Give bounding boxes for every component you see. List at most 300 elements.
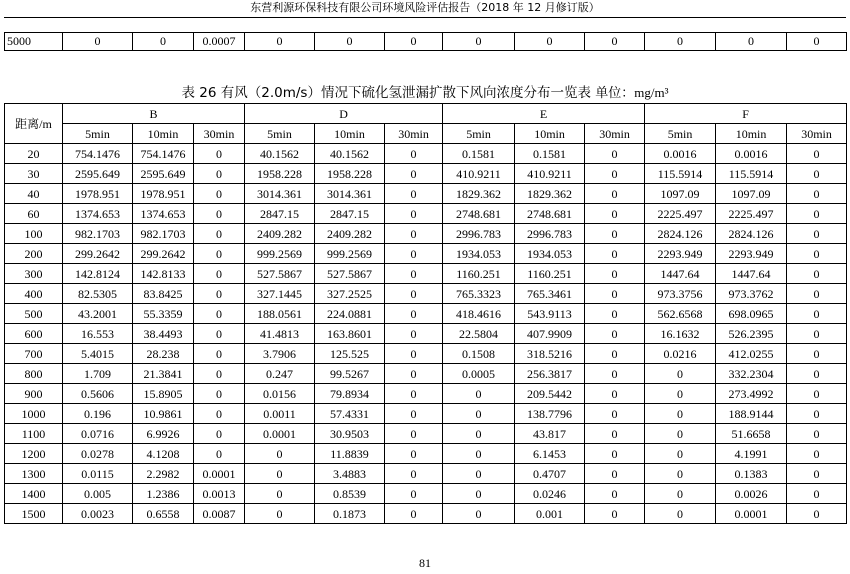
concentration-cell: 299.2642 — [133, 244, 194, 264]
concentration-cell: 0 — [585, 244, 645, 264]
concentration-cell: 0 — [645, 504, 716, 524]
concentration-cell: 0 — [194, 264, 245, 284]
concentration-cell: 526.2395 — [716, 324, 787, 344]
concentration-cell: 0 — [194, 364, 245, 384]
concentration-cell: 0 — [787, 384, 847, 404]
concentration-cell: 0.1873 — [315, 504, 385, 524]
concentration-cell: 0 — [245, 464, 315, 484]
distance-cell: 600 — [5, 324, 63, 344]
concentration-cell: 1829.362 — [515, 184, 585, 204]
concentration-cell: 0.1508 — [443, 344, 515, 364]
concentration-cell: 0 — [645, 464, 716, 484]
concentration-cell: 0 — [787, 304, 847, 324]
concentration-cell: 0.0716 — [63, 424, 133, 444]
concentration-cell: 209.5442 — [515, 384, 585, 404]
concentration-cell: 0.0115 — [63, 464, 133, 484]
concentration-cell: 0 — [585, 204, 645, 224]
concentration-cell: 0 — [385, 204, 443, 224]
concentration-cell: 273.4992 — [716, 384, 787, 404]
table-row — [5, 344, 847, 364]
concentration-cell: 115.5914 — [716, 164, 787, 184]
table-row — [5, 484, 847, 504]
concentration-cell: 2225.497 — [645, 204, 716, 224]
concentration-cell: 0 — [385, 364, 443, 384]
concentration-cell: 188.9144 — [716, 404, 787, 424]
concentration-cell: 754.1476 — [63, 144, 133, 164]
concentration-cell: 0 — [194, 144, 245, 164]
concentration-cell: 1934.053 — [515, 244, 585, 264]
concentration-cell: 1447.64 — [716, 264, 787, 284]
concentration-cell: 0 — [585, 384, 645, 404]
concentration-cell: 0 — [787, 284, 847, 304]
concentration-cell: 2847.15 — [245, 204, 315, 224]
concentration-cell: 0.0016 — [645, 144, 716, 164]
concentration-cell: 410.9211 — [443, 164, 515, 184]
distance-cell: 900 — [5, 384, 63, 404]
table-cell: 0 — [443, 33, 515, 51]
concentration-cell: 765.3323 — [443, 284, 515, 304]
concentration-cell: 0 — [585, 324, 645, 344]
concentration-cell: 0 — [385, 224, 443, 244]
concentration-cell: 0 — [645, 364, 716, 384]
time-header: 5min — [245, 124, 315, 144]
concentration-cell: 0 — [385, 184, 443, 204]
concentration-cell: 57.4331 — [315, 404, 385, 424]
concentration-cell: 527.5867 — [245, 264, 315, 284]
table-row — [5, 244, 847, 264]
stability-class-header: F — [645, 104, 847, 124]
distance-cell: 20 — [5, 144, 63, 164]
concentration-cell: 15.8905 — [133, 384, 194, 404]
concentration-cell: 2824.126 — [645, 224, 716, 244]
concentration-cell: 2847.15 — [315, 204, 385, 224]
distance-cell: 1000 — [5, 404, 63, 424]
concentration-cell: 83.8425 — [133, 284, 194, 304]
concentration-cell: 0 — [585, 364, 645, 384]
concentration-cell: 0 — [194, 184, 245, 204]
concentration-cell: 332.2304 — [716, 364, 787, 384]
concentration-cell: 3014.361 — [315, 184, 385, 204]
concentration-cell: 0 — [385, 424, 443, 444]
concentration-cell: 43.817 — [515, 424, 585, 444]
concentration-cell: 318.5216 — [515, 344, 585, 364]
table-caption — [0, 84, 850, 102]
distance-cell: 1400 — [5, 484, 63, 504]
concentration-cell: 0 — [443, 464, 515, 484]
concentration-cell: 0 — [194, 384, 245, 404]
concentration-cell: 1829.362 — [443, 184, 515, 204]
distance-cell: 800 — [5, 364, 63, 384]
concentration-cell: 0 — [787, 504, 847, 524]
concentration-cell: 0.001 — [515, 504, 585, 524]
concentration-cell: 0.0016 — [716, 144, 787, 164]
concentration-cell: 0 — [787, 204, 847, 224]
concentration-cell: 0.196 — [63, 404, 133, 424]
table-row — [5, 304, 847, 324]
concentration-cell: 1978.951 — [63, 184, 133, 204]
concentration-cell: 2293.949 — [645, 244, 716, 264]
table-row — [5, 264, 847, 284]
concentration-cell: 16.1632 — [645, 324, 716, 344]
concentration-cell: 0 — [787, 144, 847, 164]
concentration-cell: 1.2386 — [133, 484, 194, 504]
concentration-cell: 2748.681 — [443, 204, 515, 224]
concentration-cell: 55.3359 — [133, 304, 194, 324]
concentration-cell: 0 — [385, 464, 443, 484]
concentration-cell: 11.8839 — [315, 444, 385, 464]
table-cell: 0 — [63, 33, 133, 51]
concentration-cell: 16.553 — [63, 324, 133, 344]
table-cell: 0 — [787, 33, 847, 51]
caption-title: 表 26 有风（2.0m/s）情况下硫化氢泄漏扩散下风向浓度分布一览表 — [181, 85, 591, 101]
concentration-cell: 0 — [787, 404, 847, 424]
concentration-cell: 0 — [385, 144, 443, 164]
concentration-cell: 0.5606 — [63, 384, 133, 404]
concentration-cell: 0 — [194, 224, 245, 244]
concentration-cell: 1447.64 — [645, 264, 716, 284]
distance-cell: 1300 — [5, 464, 63, 484]
concentration-cell: 0 — [385, 344, 443, 364]
concentration-cell: 0.1581 — [443, 144, 515, 164]
concentration-cell: 30.9503 — [315, 424, 385, 444]
table-row — [5, 364, 847, 384]
table-row — [5, 144, 847, 164]
concentration-cell: 0 — [194, 444, 245, 464]
concentration-cell: 0 — [443, 484, 515, 504]
distance-cell: 200 — [5, 244, 63, 264]
concentration-cell: 0 — [645, 424, 716, 444]
distance-cell: 60 — [5, 204, 63, 224]
table-cell: 0 — [645, 33, 716, 51]
concentration-cell: 40.1562 — [245, 144, 315, 164]
concentration-cell: 1097.09 — [645, 184, 716, 204]
concentration-cell: 0 — [245, 484, 315, 504]
concentration-cell: 299.2642 — [63, 244, 133, 264]
concentration-cell: 418.4616 — [443, 304, 515, 324]
table-cell: 0 — [385, 33, 443, 51]
concentration-cell: 28.238 — [133, 344, 194, 364]
table-row — [5, 164, 847, 184]
concentration-cell: 0 — [443, 424, 515, 444]
concentration-cell: 0 — [585, 144, 645, 164]
concentration-cell: 40.1562 — [315, 144, 385, 164]
concentration-cell: 0 — [585, 424, 645, 444]
concentration-cell: 407.9909 — [515, 324, 585, 344]
concentration-cell: 412.0255 — [716, 344, 787, 364]
concentration-cell: 99.5267 — [315, 364, 385, 384]
concentration-cell: 0 — [443, 444, 515, 464]
concentration-cell: 0 — [385, 384, 443, 404]
concentration-cell: 0 — [385, 304, 443, 324]
concentration-cell: 0 — [385, 444, 443, 464]
concentration-cell: 0 — [385, 284, 443, 304]
concentration-cell: 0 — [194, 304, 245, 324]
concentration-cell: 0.0087 — [194, 504, 245, 524]
previous-table-last-row — [4, 32, 847, 51]
concentration-cell: 0 — [645, 404, 716, 424]
concentration-cell: 543.9113 — [515, 304, 585, 324]
concentration-cell: 224.0881 — [315, 304, 385, 324]
concentration-cell: 0 — [385, 404, 443, 424]
concentration-cell: 0 — [585, 184, 645, 204]
distance-cell: 1200 — [5, 444, 63, 464]
concentration-cell: 765.3461 — [515, 284, 585, 304]
table-cell: 0 — [515, 33, 585, 51]
distance-cell: 400 — [5, 284, 63, 304]
table-row — [5, 424, 847, 444]
concentration-cell: 0 — [787, 244, 847, 264]
concentration-cell: 0 — [585, 444, 645, 464]
time-header: 5min — [63, 124, 133, 144]
concentration-cell: 79.8934 — [315, 384, 385, 404]
time-header: 5min — [645, 124, 716, 144]
concentration-cell: 0 — [787, 184, 847, 204]
concentration-cell: 0.1581 — [515, 144, 585, 164]
table-row — [5, 504, 847, 524]
concentration-cell: 0.0001 — [194, 464, 245, 484]
concentration-cell: 982.1703 — [133, 224, 194, 244]
concentration-cell: 21.3841 — [133, 364, 194, 384]
concentration-cell: 1374.653 — [133, 204, 194, 224]
table-row — [5, 404, 847, 424]
concentration-cell: 754.1476 — [133, 144, 194, 164]
concentration-cell: 0 — [585, 164, 645, 184]
concentration-cell: 0 — [585, 224, 645, 244]
concentration-cell: 999.2569 — [315, 244, 385, 264]
concentration-cell: 0 — [443, 504, 515, 524]
table-row — [5, 444, 847, 464]
concentration-cell: 1958.228 — [315, 164, 385, 184]
concentration-cell: 1097.09 — [716, 184, 787, 204]
table-cell: 0 — [716, 33, 787, 51]
table-row — [5, 204, 847, 224]
concentration-cell: 0 — [787, 484, 847, 504]
distance-cell: 40 — [5, 184, 63, 204]
concentration-cell: 0.0005 — [443, 364, 515, 384]
time-header: 30min — [787, 124, 847, 144]
time-header: 10min — [716, 124, 787, 144]
concentration-cell: 0 — [787, 464, 847, 484]
table-cell: 0.0007 — [194, 33, 245, 51]
concentration-cell: 2996.783 — [515, 224, 585, 244]
concentration-cell: 0.0011 — [245, 404, 315, 424]
concentration-cell: 2824.126 — [716, 224, 787, 244]
concentration-cell: 5.4015 — [63, 344, 133, 364]
concentration-cell: 0.0026 — [716, 484, 787, 504]
concentration-cell: 2.2982 — [133, 464, 194, 484]
concentration-cell: 1160.251 — [443, 264, 515, 284]
concentration-cell: 0 — [645, 484, 716, 504]
concentration-cell: 22.5804 — [443, 324, 515, 344]
concentration-cell: 973.3762 — [716, 284, 787, 304]
concentration-cell: 0 — [194, 424, 245, 444]
concentration-cell: 0 — [385, 484, 443, 504]
concentration-cell: 0 — [443, 404, 515, 424]
concentration-cell: 0 — [585, 504, 645, 524]
concentration-cell: 6.9926 — [133, 424, 194, 444]
time-header: 30min — [385, 124, 443, 144]
concentration-cell: 0 — [245, 504, 315, 524]
concentration-cell: 0.8539 — [315, 484, 385, 504]
concentration-cell: 1934.053 — [443, 244, 515, 264]
concentration-cell: 0.005 — [63, 484, 133, 504]
concentration-cell: 0 — [385, 504, 443, 524]
concentration-cell: 41.4813 — [245, 324, 315, 344]
concentration-cell: 82.5305 — [63, 284, 133, 304]
concentration-cell: 2595.649 — [133, 164, 194, 184]
concentration-cell: 142.8124 — [63, 264, 133, 284]
distance-cell: 300 — [5, 264, 63, 284]
time-header: 10min — [315, 124, 385, 144]
concentration-cell: 1958.228 — [245, 164, 315, 184]
time-header: 5min — [443, 124, 515, 144]
concentration-cell: 999.2569 — [245, 244, 315, 264]
concentration-cell: 327.2525 — [315, 284, 385, 304]
concentration-cell: 0 — [385, 244, 443, 264]
concentration-cell: 138.7796 — [515, 404, 585, 424]
concentration-cell: 0 — [194, 344, 245, 364]
concentration-cell: 0 — [585, 484, 645, 504]
concentration-cell: 698.0965 — [716, 304, 787, 324]
concentration-cell: 115.5914 — [645, 164, 716, 184]
concentration-cell: 2409.282 — [315, 224, 385, 244]
concentration-cell: 0 — [585, 464, 645, 484]
concentration-cell: 0 — [645, 384, 716, 404]
time-header-row — [5, 124, 847, 144]
concentration-cell: 2996.783 — [443, 224, 515, 244]
concentration-cell: 410.9211 — [515, 164, 585, 184]
table-cell: 0 — [585, 33, 645, 51]
concentration-cell: 562.6568 — [645, 304, 716, 324]
concentration-cell: 0 — [194, 284, 245, 304]
distance-cell: 700 — [5, 344, 63, 364]
table-row — [5, 33, 847, 51]
time-header: 30min — [585, 124, 645, 144]
concentration-cell: 0 — [787, 324, 847, 344]
distance-cell: 1500 — [5, 504, 63, 524]
concentration-cell: 0.0278 — [63, 444, 133, 464]
concentration-cell: 0 — [585, 304, 645, 324]
concentration-cell: 0.6558 — [133, 504, 194, 524]
concentration-cell: 51.6658 — [716, 424, 787, 444]
distance-cell: 30 — [5, 164, 63, 184]
stability-class-header: D — [245, 104, 443, 124]
concentration-cell: 3014.361 — [245, 184, 315, 204]
table-row — [5, 184, 847, 204]
concentration-cell: 1978.951 — [133, 184, 194, 204]
concentration-cell: 2748.681 — [515, 204, 585, 224]
concentration-cell: 0 — [385, 324, 443, 344]
concentration-cell: 256.3817 — [515, 364, 585, 384]
concentration-cell: 0 — [787, 444, 847, 464]
stability-class-header-row — [5, 104, 847, 124]
concentration-cell: 0 — [787, 164, 847, 184]
concentration-cell: 0 — [787, 264, 847, 284]
distance-cell: 1100 — [5, 424, 63, 444]
concentration-cell: 0.247 — [245, 364, 315, 384]
concentration-cell: 0 — [194, 244, 245, 264]
concentration-cell: 3.7906 — [245, 344, 315, 364]
time-header: 10min — [515, 124, 585, 144]
concentration-cell: 1374.653 — [63, 204, 133, 224]
caption-unit: 单位：mg/m³ — [595, 85, 669, 100]
concentration-cell: 0 — [585, 284, 645, 304]
concentration-cell: 0.1383 — [716, 464, 787, 484]
table-row — [5, 464, 847, 484]
concentration-cell: 0 — [787, 344, 847, 364]
concentration-cell: 0 — [194, 204, 245, 224]
concentration-cell: 0 — [385, 164, 443, 184]
concentration-cell: 142.8133 — [133, 264, 194, 284]
page-number: 81 — [419, 556, 431, 570]
header-rule — [4, 17, 846, 18]
concentration-cell: 1160.251 — [515, 264, 585, 284]
concentration-cell: 327.1445 — [245, 284, 315, 304]
concentration-cell: 38.4493 — [133, 324, 194, 344]
concentration-cell: 527.5867 — [315, 264, 385, 284]
concentration-cell: 0.0013 — [194, 484, 245, 504]
concentration-cell: 4.1991 — [716, 444, 787, 464]
concentration-cell: 2595.649 — [63, 164, 133, 184]
stability-class-header: E — [443, 104, 645, 124]
table-cell: 5000 — [5, 33, 63, 51]
time-header: 30min — [194, 124, 245, 144]
concentration-cell: 3.4883 — [315, 464, 385, 484]
page-header: 东营利源环保科技有限公司环境风险评估报告（2018 年 12 月修订版） — [250, 1, 600, 14]
concentration-cell: 4.1208 — [133, 444, 194, 464]
concentration-cell: 0 — [194, 164, 245, 184]
table-row — [5, 284, 847, 304]
table-cell: 0 — [245, 33, 315, 51]
concentration-cell: 2293.949 — [716, 244, 787, 264]
concentration-cell: 0 — [645, 444, 716, 464]
concentration-cell: 0 — [787, 364, 847, 384]
concentration-cell: 0.4707 — [515, 464, 585, 484]
concentration-cell: 163.8601 — [315, 324, 385, 344]
concentration-cell: 0.0001 — [716, 504, 787, 524]
concentration-cell: 2225.497 — [716, 204, 787, 224]
concentration-cell: 0 — [787, 224, 847, 244]
concentration-cell: 10.9861 — [133, 404, 194, 424]
concentration-cell: 0.0216 — [645, 344, 716, 364]
distance-cell: 500 — [5, 304, 63, 324]
concentration-cell: 1.709 — [63, 364, 133, 384]
concentration-cell: 2409.282 — [245, 224, 315, 244]
concentration-cell: 0.0023 — [63, 504, 133, 524]
distance-header: 距离/m — [5, 104, 63, 144]
concentration-cell: 125.525 — [315, 344, 385, 364]
time-header: 10min — [133, 124, 194, 144]
table-row — [5, 224, 847, 244]
concentration-cell: 0 — [194, 324, 245, 344]
table-row — [5, 324, 847, 344]
table-cell: 0 — [315, 33, 385, 51]
concentration-cell: 0 — [585, 344, 645, 364]
concentration-cell: 6.1453 — [515, 444, 585, 464]
concentration-cell: 0 — [585, 264, 645, 284]
concentration-cell: 0 — [245, 444, 315, 464]
concentration-cell: 0 — [787, 424, 847, 444]
concentration-cell: 0 — [443, 384, 515, 404]
concentration-table — [4, 103, 847, 524]
concentration-cell: 0 — [585, 404, 645, 424]
concentration-cell: 973.3756 — [645, 284, 716, 304]
concentration-cell: 0.0156 — [245, 384, 315, 404]
concentration-cell: 0 — [385, 264, 443, 284]
table-cell: 0 — [133, 33, 194, 51]
concentration-cell: 982.1703 — [63, 224, 133, 244]
distance-cell: 100 — [5, 224, 63, 244]
